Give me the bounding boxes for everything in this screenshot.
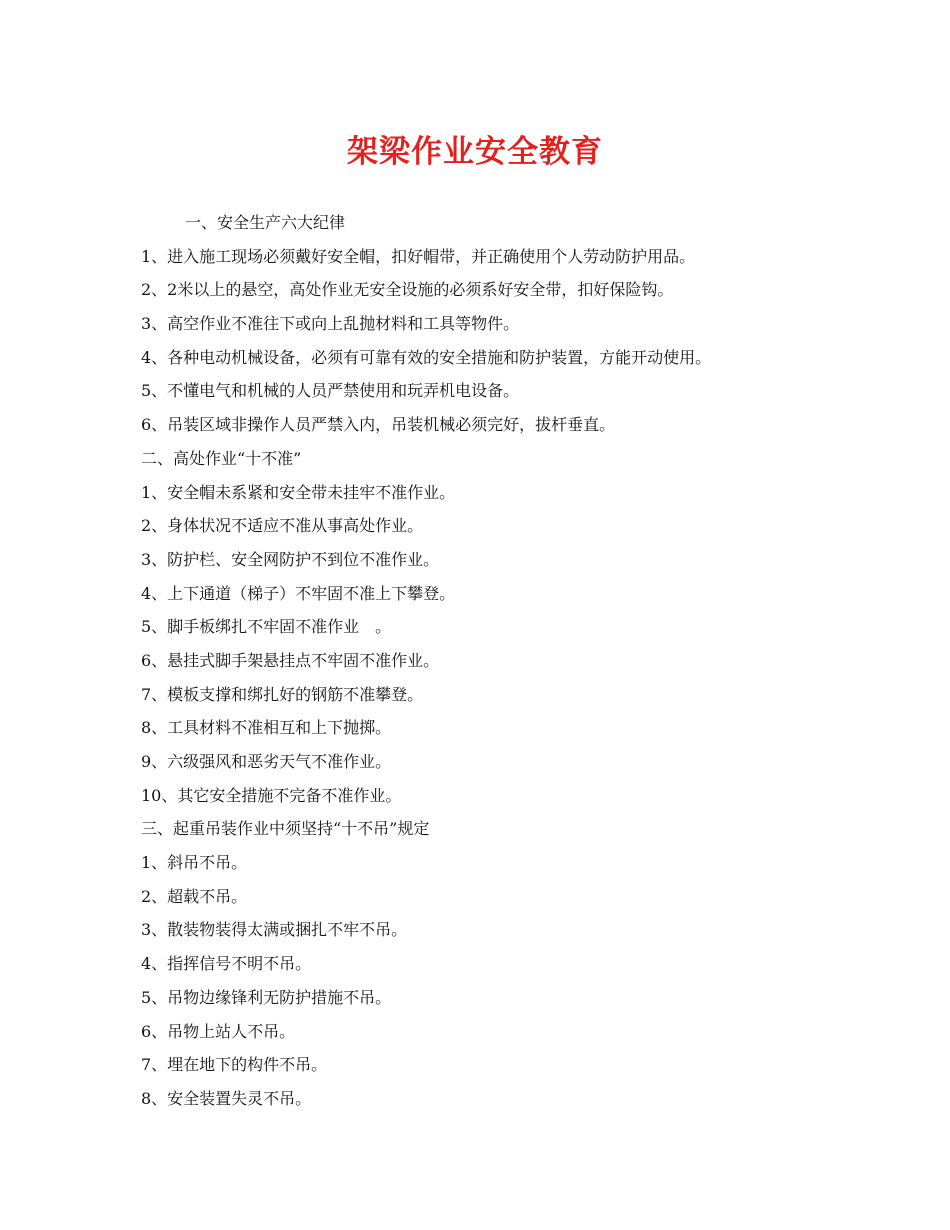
list-item: 6、吊物上站人不吊。	[141, 1021, 296, 1041]
list-item: 7、埋在地下的构件不吊。	[141, 1055, 328, 1075]
list-item: 2、2米以上的悬空，高处作业无安全设施的必须系好安全带，扣好保险钩。	[141, 280, 674, 300]
document-body	[141, 206, 841, 1116]
list-item: 4、上下通道（梯子）不牢固不准上下攀登。	[141, 583, 456, 603]
list-item: 4、指挥信号不明不吊。	[141, 954, 312, 974]
list-item: 6、悬挂式脚手架悬挂点不牢固不准作业。	[141, 650, 440, 670]
list-item: 4、各种电动机械设备，必须有可靠有效的安全措施和防护装置，方能开动使用。	[141, 347, 712, 367]
list-item: 2、身体状况不适应不准从事高处作业。	[141, 516, 424, 536]
list-item: 1、安全帽未系紧和安全带未挂牢不准作业。	[141, 482, 456, 502]
document-title: 架梁作业安全教育	[347, 134, 603, 170]
list-item: 3、散装物装得太满或捆扎不牢不吊。	[141, 920, 408, 940]
list-item: 1、斜吊不吊。	[141, 853, 248, 873]
list-item: 6、吊装区域非操作人员严禁入内，吊装机械必须完好，拔杆垂直。	[141, 415, 616, 435]
section-heading: 一、安全生产六大纪律	[185, 213, 346, 232]
list-item: 8、安全装置失灵不吊。	[141, 1088, 312, 1108]
section-heading: 二、高处作业“十不准”	[141, 448, 302, 468]
list-item: 3、防护栏、安全网防护不到位不准作业。	[141, 549, 440, 569]
list-item: 8、工具材料不准相互和上下抛掷。	[141, 718, 392, 738]
list-item: 1、进入施工现场必须戴好安全帽，扣好帽带，并正确使用个人劳动防护用品。	[141, 246, 696, 266]
list-item: 9、六级强风和恶劣天气不准作业。	[141, 752, 392, 771]
list-item: 10、其它安全措施不完备不准作业。	[141, 785, 402, 805]
list-item: 5、脚手板绑扎不牢固不准作业 。	[141, 617, 392, 637]
list-item: 3、高空作业不准往下或向上乱抛材料和工具等物件。	[141, 314, 520, 334]
section-heading: 三、起重吊装作业中须坚持“十不吊”规定	[141, 819, 430, 839]
list-item: 5、吊物边缘锋利无防护措施不吊。	[141, 987, 392, 1007]
list-item: 2、超载不吊。	[141, 886, 248, 906]
list-item: 7、模板支撑和绑扎好的钢筋不准攀登。	[141, 684, 424, 704]
list-item: 5、不懂电气和机械的人员严禁使用和玩弄机电设备。	[141, 381, 520, 401]
